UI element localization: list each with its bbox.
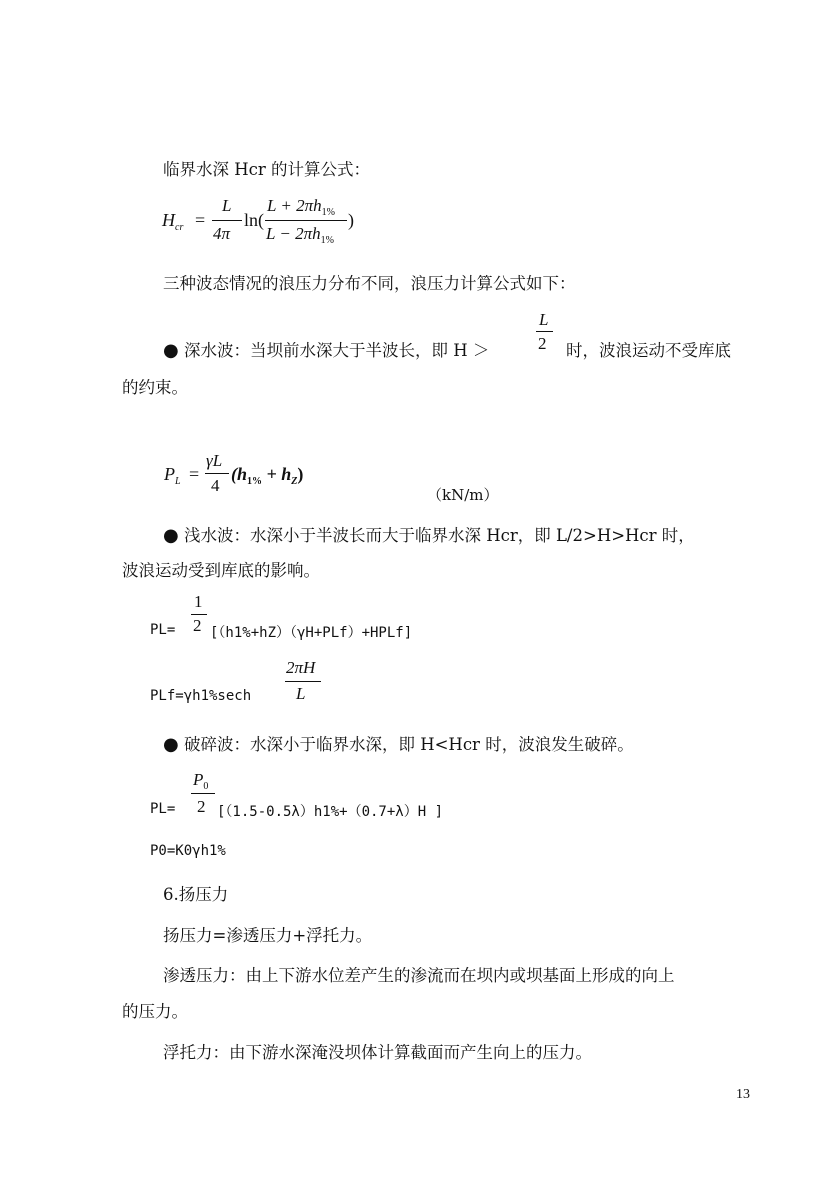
formula-breaking-prefix: PL=: [150, 801, 176, 817]
formula-plf-prefix: PLf=γh1%sech: [150, 688, 252, 704]
formula-pl-den: 4: [211, 476, 220, 495]
formula-breaking-den: 2: [197, 797, 206, 816]
formula-pl-body: $(h_{1\%} + h_Z)$: [231, 464, 304, 487]
seepage-text-b: 的压力。: [122, 1002, 188, 1021]
breaking-wave-text: 破碎波：水深小于临界水深，即 H<Hcr 时，波浪发生破碎。: [183, 735, 634, 754]
formula-hcr-f1-den: 4π: [213, 224, 231, 243]
formula-breaking-num: $P_0$: [193, 770, 209, 792]
formula-p0: P0=K0γh1%: [150, 843, 226, 859]
bullet-icon: ●: [163, 734, 179, 755]
formula-shallow-bar: [191, 614, 207, 615]
formula-hcr-ln: ln(: [244, 210, 264, 230]
section-6-title: 6.扬压力: [163, 885, 229, 904]
formula-hcr-close: ): [348, 210, 354, 230]
formula-plf-num: 2πH: [286, 658, 316, 677]
formula-pl-lhs: $P_L$: [164, 464, 181, 487]
deep-water-frac-den: 2: [538, 334, 547, 353]
formula-pl-unit: （kN/m）: [427, 486, 499, 504]
hcr-heading: 临界水深 Hcr 的计算公式：: [163, 160, 371, 179]
formula-shallow-num: 1: [194, 592, 203, 611]
formula-hcr-f2-den: $L - 2\pi h_{1\%}$: [266, 224, 334, 246]
deep-water-text-c: 的约束。: [122, 378, 188, 397]
formula-shallow-prefix: PL=: [150, 622, 176, 638]
bullet-icon: ●: [163, 525, 179, 546]
shallow-water-text-a: 浅水波：水深小于半波长而大于临界水深 Hcr，即 L/2>H>Hcr 时，: [183, 526, 695, 545]
formula-pl-eq: =: [189, 464, 200, 484]
formula-hcr-lhs: $H_{cr}$: [162, 210, 184, 233]
formula-hcr-f2-num: $L + 2\pi h_{1\%}$: [267, 196, 335, 218]
shallow-water-text-b: 波浪运动受到库底的影响。: [122, 561, 320, 580]
formula-pl-num: γL: [206, 451, 223, 470]
deep-water-line1: [163, 337, 489, 361]
bullet-icon: ●: [163, 340, 179, 361]
three-states-text: 三种波态情况的浪压力分布不同，浪压力计算公式如下：: [163, 274, 576, 293]
formula-pl-bar: [205, 473, 229, 474]
formula-hcr-f2-bar: [265, 220, 347, 221]
formula-hcr-eq: =: [195, 210, 206, 230]
deep-water-frac-bar: [536, 331, 553, 332]
uplift-definition: 扬压力=渗透压力+浮托力。: [163, 926, 373, 945]
page-number: 13: [736, 1087, 750, 1102]
breaking-wave-line: [163, 731, 634, 755]
formula-hcr-f1-bar: [212, 220, 242, 221]
formula-plf-den: L: [296, 684, 306, 703]
formula-breaking-rest: [（1.5-0.5λ）h1%+（0.7+λ）H ]: [217, 804, 444, 820]
shallow-water-line1: [163, 522, 695, 546]
formula-breaking-bar: [191, 793, 215, 794]
formula-hcr-f1-num: L: [222, 196, 232, 215]
seepage-text-a: 渗透压力：由上下游水位差产生的渗流而在坝内或坝基面上形成的向上: [163, 966, 675, 985]
formula-shallow-den: 2: [193, 616, 202, 635]
buoyancy-text: 浮托力：由下游水深淹没坝体计算截面而产生向上的压力。: [163, 1043, 592, 1062]
formula-plf-bar: [285, 681, 321, 682]
formula-shallow-rest: [（h1%+hZ）（γH+PLf）+HPLf]: [210, 625, 413, 641]
deep-water-text-b: 时，波浪运动不受库底: [566, 341, 731, 360]
deep-water-frac-num: L: [539, 310, 549, 329]
deep-water-text-a: 深水波：当坝前水深大于半波长，即 H ＞: [183, 341, 490, 360]
